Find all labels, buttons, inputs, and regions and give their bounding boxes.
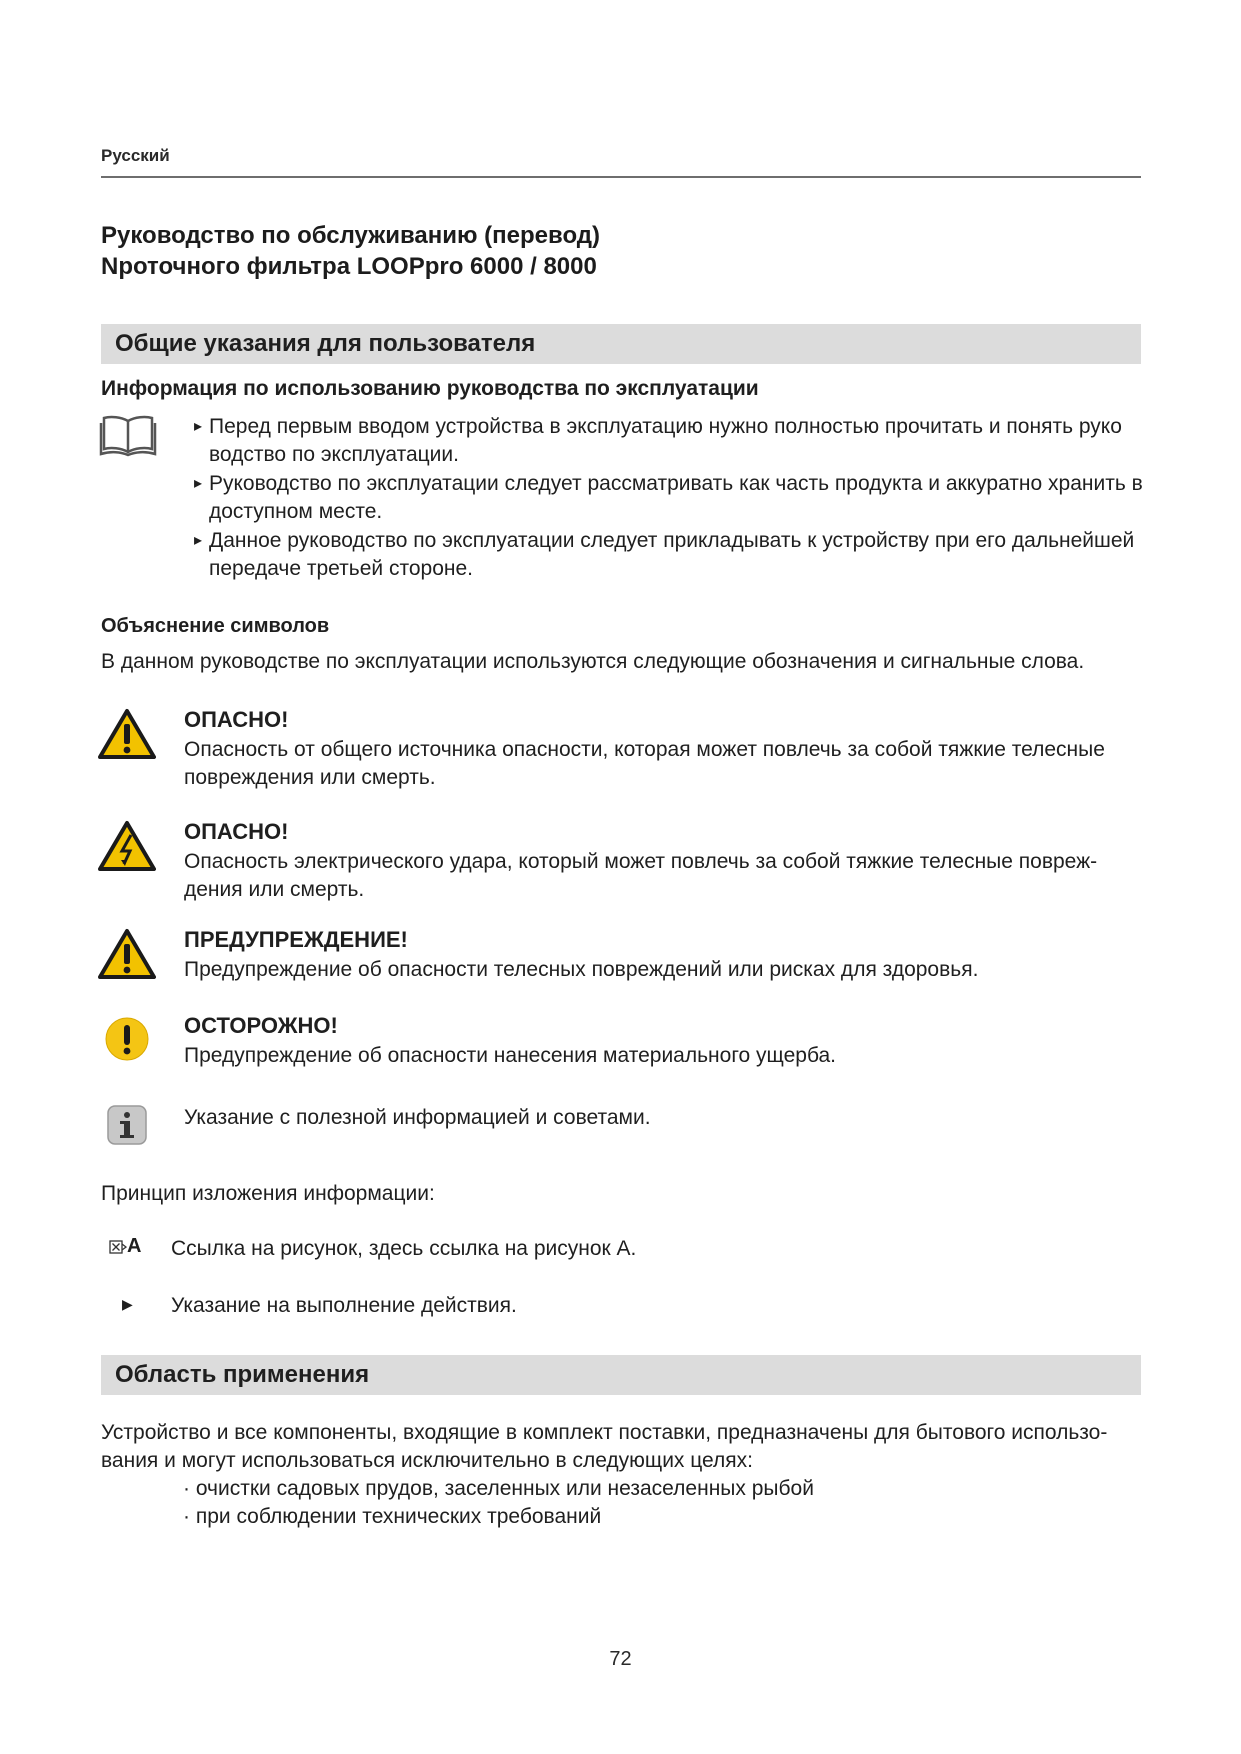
usage-content (101, 1419, 1141, 1531)
list-item: · очистки садовых прудов, заселенных или незаселенных рыбой (183, 1477, 814, 1500)
book-icon (99, 413, 157, 457)
symbol-description: Опасность электрического удара, который может повлечь за собой тяжкие телесные повреж-дения или смерть. (184, 850, 1098, 901)
symbol-description: Предупреждение об опасности нанесения материального ущерба. (184, 1044, 837, 1067)
symbol-description: Опасность от общего источника опасности, которая может повлечь за собой тяжкие телесные повреждения или смерть. (184, 738, 1105, 789)
symbol-description: Предупреждение об опасности телесных повреждений или рисках для здоровья. (184, 958, 979, 981)
figure-reference-label: A (127, 1235, 142, 1257)
action-arrow-icon: ▶ (122, 1296, 133, 1312)
manual-info-heading: Информация по использованию руководства по эксплуатации (101, 377, 759, 400)
list-item: ▸ Руководство по эксплуатации следует рассматривать как часть продукта и аккуратно хранить в доступном месте. (194, 470, 1154, 526)
list-item-text: при соблюдении технических требований (195, 1505, 602, 1528)
language-label: Русский (101, 146, 170, 165)
manual-info-list (194, 413, 1154, 584)
symbols-heading: Объяснение символов (101, 615, 330, 637)
symbol-info (184, 1104, 1144, 1132)
usage-intro: Устройство и все компоненты, входящие в комплект поставки, предназначены для бытового использо-вания и могут использоваться исключительно в следующих целях: (101, 1421, 1108, 1472)
symbols-intro: В данном руководстве по эксплуатации используются следующие обозначения и сигнальные слова. (101, 650, 1085, 673)
figure-reference-marker (109, 1235, 141, 1258)
section-general-heading: Общие указания для пользователя (115, 330, 536, 357)
electric-shock-icon (98, 820, 156, 872)
page-number: 72 (609, 1648, 632, 1670)
action-instruction-text: Указание на выполнение действия. (171, 1294, 517, 1317)
caution-circle-icon (104, 1016, 150, 1062)
symbol-caution (184, 1012, 1144, 1070)
figure-reference-text: Ссылка на рисунок, здесь ссылка на рисунок А. (171, 1237, 637, 1260)
principle-heading: Принцип изложения информации: (101, 1182, 435, 1205)
symbol-danger-general (184, 706, 1144, 792)
symbol-title: ОСТОРОЖНО! (184, 1013, 338, 1038)
list-item-text: очистки садовых прудов, заселенных или незаселенных рыбой (195, 1477, 814, 1500)
warning-triangle-icon (98, 708, 156, 760)
symbol-title: ОПАСНО! (184, 707, 289, 732)
title-line-2: Nроточного фильтра LOOPpro 6000 / 8000 (101, 253, 597, 280)
document-title (101, 220, 600, 282)
symbol-title: ОПАСНО! (184, 819, 289, 844)
figure-reference-icon (109, 1240, 127, 1254)
symbol-danger-electric (184, 818, 1144, 904)
list-item: · при соблюдении технических требований (183, 1505, 602, 1528)
section-general-bar (101, 324, 1141, 364)
section-usage-heading: Область применения (115, 1361, 370, 1388)
symbol-title: ПРЕДУПРЕЖДЕНИЕ! (184, 927, 408, 952)
title-line-1: Руководство по обслуживанию (перевод) (101, 222, 601, 249)
symbol-description: Указание с полезной информацией и советами. (184, 1106, 651, 1129)
header-divider (101, 176, 1141, 178)
symbol-warning (184, 926, 1144, 984)
section-usage-bar (101, 1355, 1141, 1395)
list-item: ▸ Данное руководство по эксплуатации следует прикладывать к устройству при его дальнейшей передаче третьей стороне. (194, 527, 1154, 583)
info-icon (106, 1104, 148, 1146)
warning-triangle-icon (98, 928, 156, 980)
list-item: ▸ Перед первым вводом устройства в эксплуатацию нужно полностью прочитать и понять руко водство по эксплуатации. (194, 413, 1154, 469)
